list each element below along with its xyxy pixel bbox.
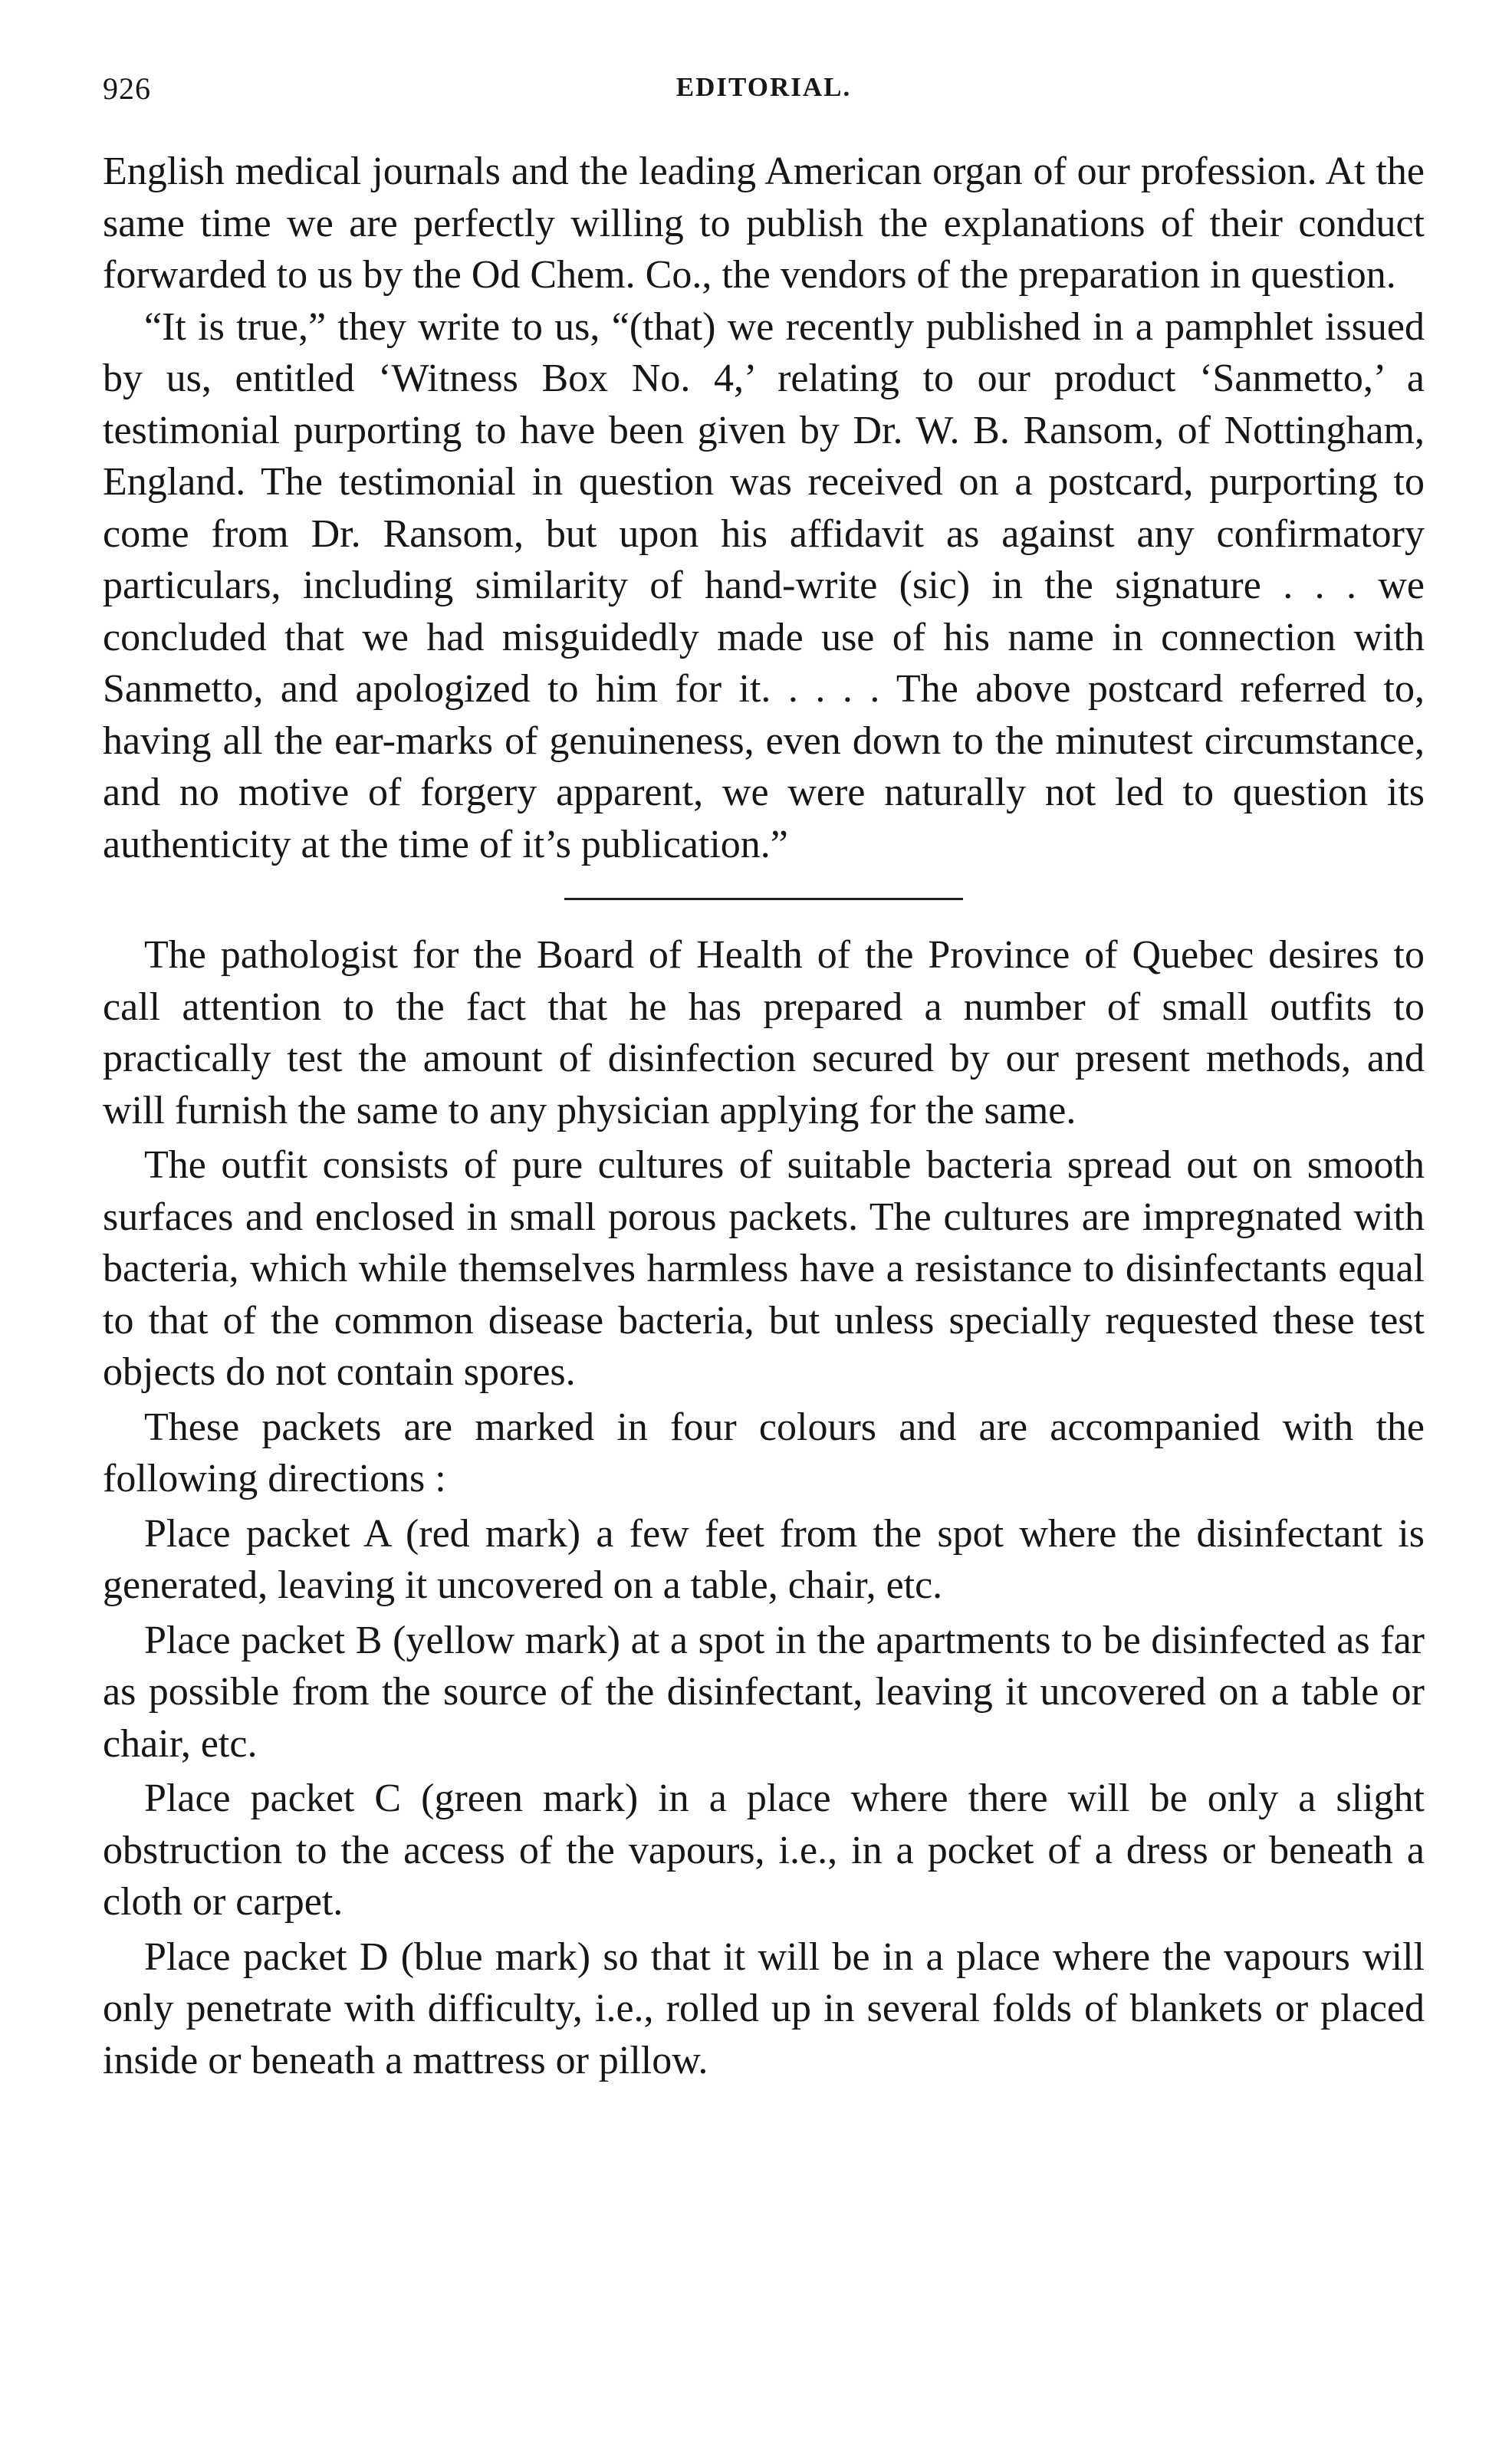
paragraph: “It is true,” they write to us, “(that) we recently published in a pamphlet issued by us, entitled ‘Witness Box No. 4,’ relating to our product ‘Sanmetto,’ a testimonial purporting to have been given by Dr. W. B. Ransom, of Nottingham, England. The testimonial in question was received on a postcard, purporting to come from Dr. Ransom, but upon his affidavit as against any confirmatory particulars, including similarity of hand-write (sic) in the signature . . . we concluded that we had misguidedly made use of his name in connection with Sanmetto, and apologized to him for it. . . . . The above postcard referred to, having all the ear-marks of genuineness, even down to the minutest circumstance, and no motive of forgery apparent, we were naturally not led to question its authenticity at the time of it’s publication.” [103, 304, 1425, 866]
paragraph: The outfit consists of pure cultures of suitable bacteria spread out on smooth surfaces and enclosed in small porous packets. The cultures are impregnated with bacteria, which while themselves harmless have a resistance to disinfectants equal to that of the common disease bacteria, but unless specially requested these test objects do not contain spores. [103, 1143, 1425, 1394]
paragraph: Place packet D (blue mark) so that it will be in a place where the vapours will only penetrate with difficulty, i.e., rolled up in several folds of blankets or placed inside or beneath a mattress or pillow. [103, 1934, 1425, 2082]
paragraph: These packets are marked in four colours and are accompanied with the following directions : [103, 1405, 1425, 1500]
paragraph: Place packet A (red mark) a few feet from the spot where the disinfectant is generated, leaving it uncovered on a table, chair, etc. [103, 1511, 1425, 1607]
page-number: 926 [103, 71, 151, 106]
editorial-section-two [103, 929, 1425, 2086]
editorial-section-one [103, 146, 1425, 870]
page [103, 71, 1425, 2086]
page-header [103, 71, 1425, 120]
running-title: EDITORIAL. [675, 72, 852, 102]
paragraph: English medical journals and the leading American organ of our profession. At the same time we are perfectly willing to publish the explanations of their conduct forwarded to us by the Od Chem. Co., the vendors of the preparation in question. [103, 150, 1425, 297]
section-divider [564, 898, 963, 900]
paragraph: The pathologist for the Board of Health of the Province of Quebec desires to call attention to the fact that he has prepared a number of small outfits to practically test the amount of disinfection secured by our present methods, and will furnish the same to any physician applying for the same. [103, 933, 1425, 1132]
paragraph: Place packet C (green mark) in a place where there will be only a slight obstruction to the access of the vapours, i.e., in a pocket of a dress or beneath a cloth or carpet. [103, 1777, 1425, 1924]
paragraph: Place packet B (yellow mark) at a spot in the apartments to be disinfected as far as possible from the source of the disinfectant, leaving it uncovered on a table or chair, etc. [103, 1618, 1425, 1766]
